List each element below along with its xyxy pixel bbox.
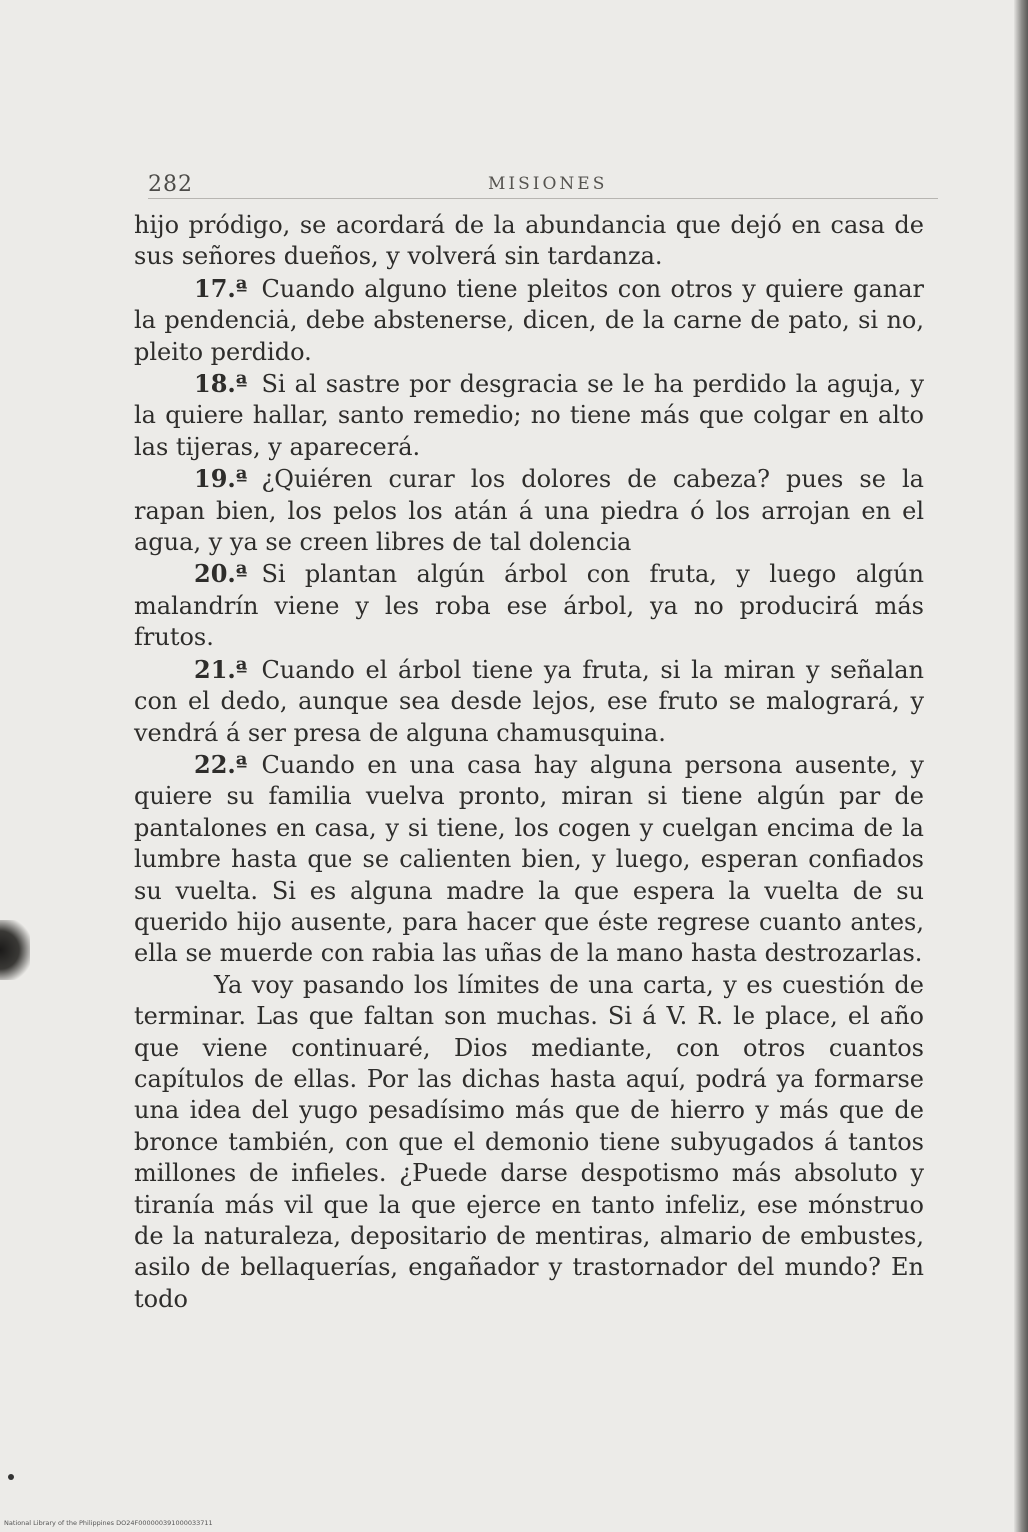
paragraph-closing xyxy=(134,970,924,1315)
scan-mark xyxy=(8,1474,14,1480)
item-number: 20.ª xyxy=(194,559,248,589)
page-number: 282 xyxy=(148,172,193,197)
paragraph-continuation xyxy=(134,210,924,273)
item-number: 17.ª xyxy=(194,273,248,303)
paragraph-text: Si plantan algún árbol con fruta, y luego algún malandrín viene y les roba ese árbol, ya no producirá más frutos. xyxy=(134,560,924,652)
paragraph-item-17 xyxy=(134,273,924,368)
paragraph-text: Cuando el árbol tiene ya fruta, si la miran y señalan con el dedo, aunque sea desde lejos, ese fruto se malogrará, y vendrá á ser presa de alguna chamusquina. xyxy=(134,655,924,747)
item-number: 22.ª xyxy=(194,749,248,779)
paragraph-item-19 xyxy=(134,463,924,558)
paragraph-item-21 xyxy=(134,654,924,749)
paragraph-text: Cuando alguno tiene pleitos con otros y quiere ganar la pendenciȧ, debe abstenerse, dicen, de la carne de pato, si no, pleito perdido. xyxy=(134,274,924,366)
item-number: 21.ª xyxy=(194,654,248,684)
paragraph-text: Si al sastre por desgracia se le ha perdido la aguja, y la quiere hallar, santo remedio; no tiene más que colgar en alto las tijeras, y aparecerá. xyxy=(134,370,924,461)
paragraph-text: Ya voy pasando los límites de una carta, y es cuestión de terminar. Las que faltan son muchas. Si á V. R. le place, el año que viene continuaré, Dios mediante, con otros cuantos capítulos de ellas. Por las dichas hasta aquí, podrá ya formarse una idea del yugo pesadísimo más que de hierro y más que de bronce también, con que el demonio tiene subyugados á tantos millones de infieles. ¿Puede darse despotismo más absoluto y tiranía más vil que la que ejerce en tanto infeliz, ese mónstruo de la naturaleza, depositario de mentiras, almario de embustes, asilo de bellaquerías, engañador y trastornador del mundo? En todo xyxy=(134,970,924,1313)
paragraph-text: Cuando en una casa hay alguna persona ausente, y quiere su familia vuelva pronto, miran si tiene algún par de pantalones en casa, y si tiene, los cogen y cuelgan encima de la lumbre hasta que se calienten bien, y luego, esperan confiados su vuelta. Si es alguna madre la que espera la vuelta de su querido hijo ausente, para hacer que éste regrese cuanto antes, ella se muerde con rabia las uñas de la mano hasta destrozarlas. xyxy=(134,750,924,968)
running-head: MISIONES xyxy=(488,174,608,194)
binding-shadow xyxy=(0,920,30,980)
paragraph-item-18 xyxy=(134,368,924,463)
paragraph-text: hijo pródigo, se acordará de la abundancia que dejó en casa de sus señores dueños, y volverá sin tardanza. xyxy=(134,211,924,271)
paragraph-text: ¿Quiéren curar los dolores de cabeza? pues se la rapan bien, los pelos los atán á una piedra ó los arrojan en el agua, y ya se creen libres de tal dolencia xyxy=(134,465,924,557)
paragraph-item-22 xyxy=(134,749,924,970)
page-edge-shadow xyxy=(1014,0,1028,1532)
body-text xyxy=(134,210,924,1315)
paragraph-item-20 xyxy=(134,558,924,653)
page-header xyxy=(148,172,938,199)
library-credit: National Library of the Philippines DO24F000000391000033711 xyxy=(4,1519,213,1527)
item-number: 19.ª xyxy=(194,464,248,494)
item-number: 18.ª xyxy=(194,369,248,399)
